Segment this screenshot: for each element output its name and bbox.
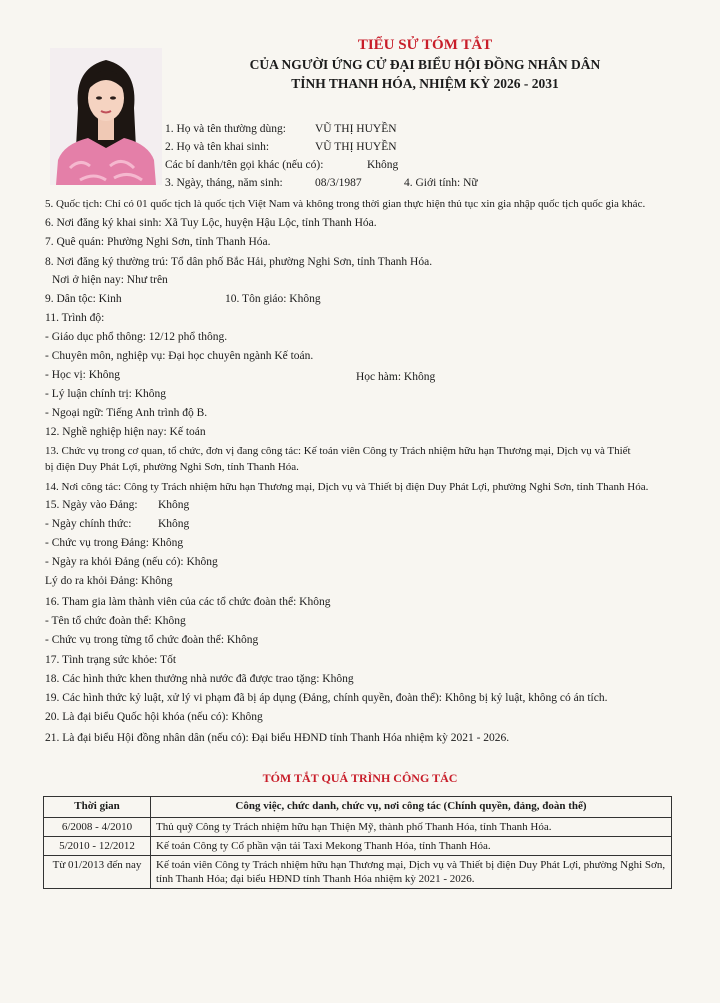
- field-aliases-label: Các bí danh/tên gọi khác (nếu có):: [165, 159, 324, 171]
- field-occupation: 12. Nghề nghiệp hiện nay: Kế toán: [45, 426, 206, 438]
- field-dob-value: 08/3/1987: [315, 177, 362, 189]
- work-description: Thủ quỹ Công ty Trách nhiệm hữu hạn Thiện Mỹ, thành phố Thanh Hóa, tỉnh Thanh Hóa.: [151, 818, 672, 837]
- field-position-line-2: bị điện Duy Phát Lợi, phường Nghi Sơn, tỉnh Thanh Hóa.: [45, 461, 299, 473]
- candidate-photo: [50, 48, 162, 185]
- document-subtitle-2: TỈNH THANH HÓA, NHIỆM KỲ 2026 - 2031: [291, 76, 559, 91]
- field-party-leave-reason: Lý do ra khỏi Đảng: Không: [45, 575, 173, 587]
- table-row: [44, 837, 672, 856]
- field-workplace: 14. Nơi công tác: Công ty Trách nhiệm hữu hạn Thương mại, Dịch vụ và Thiết bị điện Duy Phát Lợi, phường Nghi Sơn, tỉnh Thanh Hóa.: [45, 481, 649, 493]
- table-row: [44, 818, 672, 837]
- work-description: Kế toán viên Công ty Trách nhiệm hữu hạn Thương mại, Dịch vụ và Thiết bị điện Duy Phát Lợi, phường Nghi Sơn, tỉnh Thanh Hóa; đại biểu HĐND tỉnh Thanh Hóa nhiệm kỳ 2021 - 2026.: [151, 856, 672, 889]
- field-peoples-council: 21. Là đại biểu Hội đồng nhân dân (nếu có): Đại biểu HĐND tỉnh Thanh Hóa nhiệm kỳ 2021 - 2026.: [45, 732, 510, 744]
- work-period: 6/2008 - 4/2010: [44, 818, 151, 837]
- document-header: [205, 36, 645, 93]
- work-history-table: [43, 796, 672, 889]
- work-period: 5/2010 - 12/2012: [44, 837, 151, 856]
- field-education-heading: 11. Trình độ:: [45, 312, 105, 324]
- field-foreign-language: - Ngoại ngữ: Tiếng Anh trình độ B.: [45, 407, 208, 419]
- field-birth-name-label: 2. Họ và tên khai sinh:: [165, 141, 270, 153]
- field-ethnicity: 9. Dân tộc: Kinh: [45, 293, 122, 305]
- field-common-name-label: 1. Họ và tên thường dùng:: [165, 123, 286, 135]
- table-header-row: [44, 797, 672, 818]
- field-birth-registration: 6. Nơi đăng ký khai sinh: Xã Tuy Lộc, huyện Hậu Lộc, tỉnh Thanh Hóa.: [45, 217, 377, 229]
- field-academic-title: Học hàm: Không: [356, 371, 436, 383]
- table-row: [44, 856, 672, 889]
- field-organizations: 16. Tham gia làm thành viên của các tổ chức đoàn thể: Không: [45, 596, 331, 608]
- portrait-image: [50, 48, 162, 185]
- field-awards: 18. Các hình thức khen thưởng nhà nước đã được trao tặng: Không: [45, 673, 354, 685]
- work-period: Từ 01/2013 đến nay: [44, 856, 151, 889]
- field-party-join-label: 15. Ngày vào Đảng:: [45, 499, 138, 511]
- work-history-title: TÓM TẮT QUÁ TRÌNH CÔNG TÁC: [262, 771, 458, 785]
- field-party-official-value: Không: [158, 518, 190, 530]
- field-specialty: - Chuyên môn, nghiệp vụ: Đại học chuyên ngành Kế toán.: [45, 350, 314, 362]
- field-birth-name-value: VŨ THỊ HUYỀN: [315, 141, 397, 153]
- field-party-official-label: - Ngày chính thức:: [45, 518, 132, 530]
- field-dob-label: 3. Ngày, tháng, năm sinh:: [165, 177, 283, 189]
- field-hometown: 7. Quê quán: Phường Nghi Sơn, tỉnh Thanh Hóa.: [45, 236, 271, 248]
- field-common-name-value: VŨ THỊ HUYỀN: [315, 123, 397, 135]
- document-title: TIỂU SỬ TÓM TẮT: [357, 37, 493, 53]
- field-party-join-value: Không: [158, 499, 190, 511]
- field-gender: 4. Giới tính: Nữ: [404, 177, 478, 189]
- field-party-position: - Chức vụ trong Đảng: Không: [45, 537, 184, 549]
- document-subtitle-1: CỦA NGƯỜI ỨNG CỬ ĐẠI BIỂU HỘI ĐỒNG NHÂN DÂN: [249, 57, 601, 72]
- column-header-description: Công việc, chức danh, chức vụ, nơi công tác (Chính quyền, đảng, đoàn thể): [151, 797, 672, 818]
- field-academic-degree: - Học vị: Không: [45, 369, 121, 381]
- field-nationality: 5. Quốc tịch: Chỉ có 01 quốc tịch là quốc tịch Việt Nam và không trong thời gian thực hiện thủ tục xin gia nhập quốc tịch quốc gia khác.: [45, 198, 646, 210]
- field-health: 17. Tình trạng sức khỏe: Tốt: [45, 654, 177, 666]
- work-description: Kế toán Công ty Cổ phần vận tải Taxi Mekong Thanh Hóa, tỉnh Thanh Hóa.: [151, 837, 672, 856]
- field-party-leave: - Ngày ra khỏi Đảng (nếu có): Không: [45, 556, 218, 568]
- field-national-assembly: 20. Là đại biểu Quốc hội khóa (nếu có): Không: [45, 711, 263, 723]
- field-aliases-value: Không: [367, 159, 399, 171]
- field-political-theory: - Lý luận chính trị: Không: [45, 388, 167, 400]
- field-religion: 10. Tôn giáo: Không: [225, 293, 321, 305]
- field-current-address: Nơi ở hiện nay: Như trên: [52, 274, 168, 286]
- field-organization-name: - Tên tổ chức đoàn thể: Không: [45, 615, 186, 627]
- column-header-period: Thời gian: [44, 797, 151, 818]
- field-position-line-1: 13. Chức vụ trong cơ quan, tổ chức, đơn vị đang công tác: Kế toán viên Công ty Trách nhiệm hữu hạn Thương mại, Dịch vụ và Thiết: [45, 445, 631, 457]
- field-permanent-address: 8. Nơi đăng ký thường trú: Tổ dân phố Bắc Hải, phường Nghi Sơn, tỉnh Thanh Hóa.: [45, 256, 433, 268]
- field-general-education: - Giáo dục phổ thông: 12/12 phổ thông.: [45, 331, 228, 343]
- field-organization-position: - Chức vụ trong từng tổ chức đoàn thể: Không: [45, 634, 259, 646]
- field-discipline: 19. Các hình thức kỷ luật, xử lý vi phạm đã bị áp dụng (Đảng, chính quyền, đoàn thể): Không bị kỷ luật, không có án tích.: [45, 692, 608, 704]
